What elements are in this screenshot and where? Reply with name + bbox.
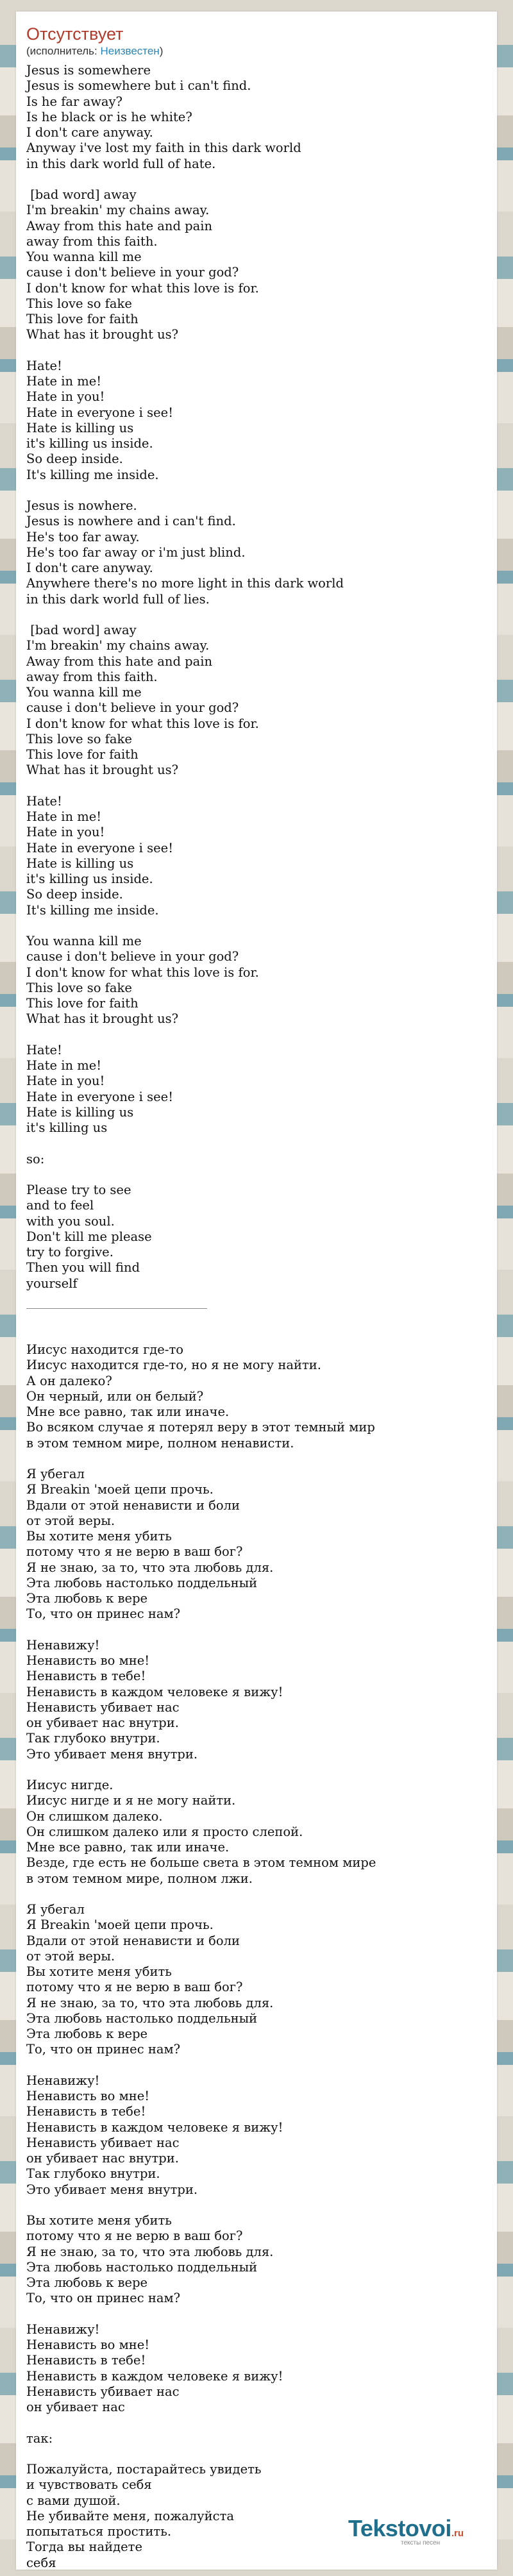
logo-text: Tekstovoi (348, 2515, 451, 2541)
song-title: Отсутствует (26, 24, 124, 44)
artist-suffix: ) (159, 45, 164, 57)
lyrics-card (16, 12, 497, 2570)
artist-prefix: (исполнитель: (26, 45, 101, 57)
site-logo[interactable] (348, 2515, 476, 2554)
artist-line (26, 45, 163, 58)
artist-link[interactable]: Неизвестен (100, 45, 160, 57)
lyrics-original: Jesus is somewhere Jesus is somewhere but i can't find. Is he far away? Is he black or is he white? I don't care anyway. Anyway i've lost my faith in this dark world in this dark world full of hate. [bad word] away I'm breakin' my chains away. Away from this hate and pain away from this faith. You wanna kill me cause i don't believe in your god? I don't know for what this love is for. This love so fake This love for faith What has it brought us? Hate! Hate in me! Hate in you! Hate in everyone i see! Hate is killing us it's killing us inside. So deep inside. It's killing me inside. Jesus is nowhere. Jesus is nowhere and i can't find. He's too far away. He's too far away or i'm just blind. I don't care anyway. Anywhere there's no more light in this dark world in this dark world full of lies. [bad word] away I'm breakin' my chains away. Away from this hate and pain away from this faith. You wanna kill me cause i don't believe in your god? I don't know for what this love is for. This love so fake This love for faith What has it brought us? Hate! Hate in me! Hate in you! Hate in everyone i see! Hate is killing us it's killing us inside. So deep inside. It's killing me inside. You wanna kill me cause i don't believe in your god? I don't know for what this love is for. This love so fake This love for faith What has it brought us? Hate! Hate in me! Hate in you! Hate in everyone i see! Hate is killing us it's killing us so: Please try to see and to feel with you soul. Don't kill me please try to forgive. Then you will find yourself (26, 63, 344, 1291)
logo-tld: .ru (451, 2528, 464, 2539)
lyrics-translation: Иисус находится где-то Иисус находится где-то, но я не могу найти. А он далеко? Он черный, или он белый? Мне все равно, так или иначе. Во всяком случае я потерял веру в этот темный мир в этом темном мире, полном ненависти. Я убегал Я Breakin 'моей цепи прочь. Вдали от этой ненависти и боли от этой веры. Вы хотите меня убить потому что я не верю в ваш бог? Я не знаю, за то, что эта любовь для. Эта любовь настолько поддельный Эта любовь к вере То, что он принес нам? Ненавижу! Ненависть во мне! Ненависть в тебе! Ненависть в каждом человеке я вижу! Ненависть убивает нас он убивает нас внутри. Так глубоко внутри. Это убивает меня внутри. Иисус нигде. Иисус нигде и я не могу найти. Он слишком далеко. Он слишком далеко или я просто слепой. Мне все равно, так или иначе. Везде, где есть не больше света в этом темном мире в этом темном мире, полном лжи. Я убегал Я Breakin 'моей цепи прочь. Вдали от этой ненависти и боли от этой веры. Вы хотите меня убить потому что я не верю в ваш бог? Я не знаю, за то, что эта любовь для. Эта любовь настолько поддельный Эта любовь к вере То, что он принес нам? Ненавижу! Ненависть во мне! Ненависть в тебе! Ненависть в каждом человеке я вижу! Ненависть убивает нас он убивает нас внутри. Так глубоко внутри. Это убивает меня внутри. Вы хотите меня убить потому что я не верю в ваш бог? Я не знаю, за то, что эта любовь для. Эта любовь настолько поддельный Эта любовь к вере То, что он принес нам? Ненавижу! Ненависть во мне! Ненависть в тебе! Ненависть в каждом человеке я вижу! Ненависть убивает нас он убивает нас так: Пожалуйста, постарайтесь увидеть и чувствовать себя с вами душой. Не убивайте меня, пожалуйста попытаться простить. Тогда вы найдете себя (26, 1342, 376, 2570)
divider (26, 1308, 207, 1309)
logo-tagline: тексты песен (401, 2539, 441, 2547)
